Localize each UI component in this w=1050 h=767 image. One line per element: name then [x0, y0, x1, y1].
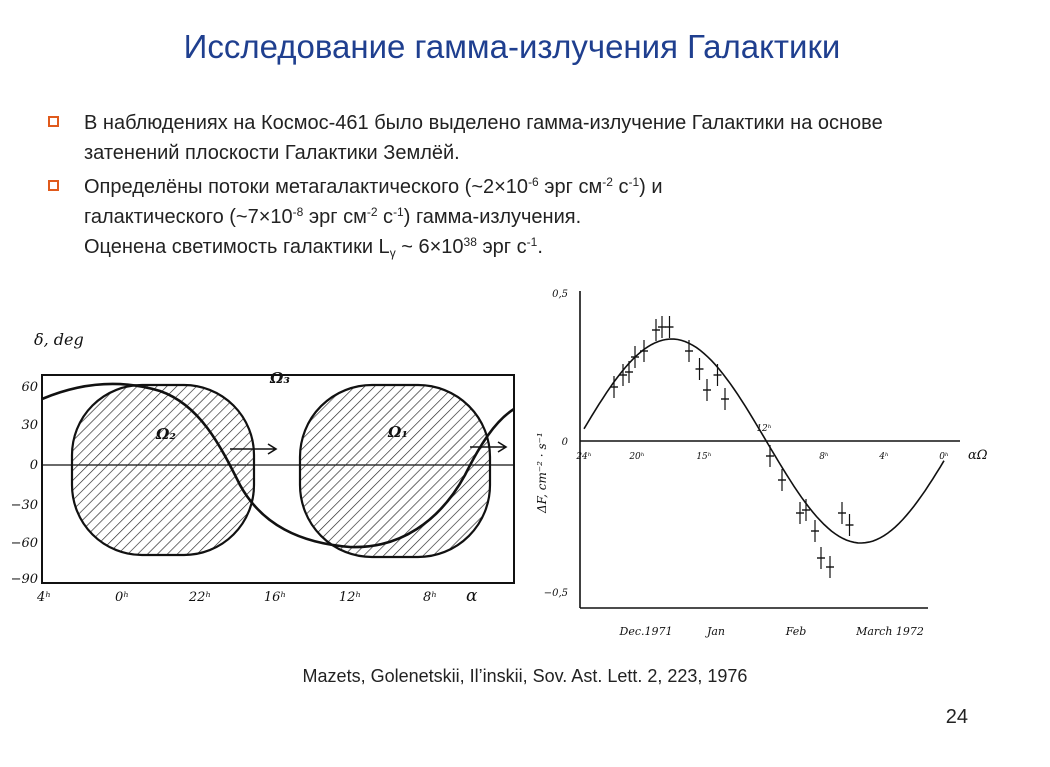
sky-map-ytick: −90	[10, 572, 38, 587]
region-label-omega3: Ω₃	[270, 369, 290, 387]
flux-chart-figure	[528, 283, 988, 640]
region-label-omega2: Ω₂	[156, 425, 176, 443]
bullet-line-flux-metagalactic: Определёны потоки метагалактического ($\sim 2\times 10^{-6}$ эрг $см^{-2}$ $с^{-1}$) и	[84, 175, 663, 198]
flux-chart-ytick: −0,5	[543, 588, 568, 599]
sky-map-xlabel: α	[466, 586, 478, 606]
flux-chart-xtick: 12ʰ	[756, 424, 772, 434]
slide-title: Исследование гамма-излучения Галактики	[183, 28, 841, 65]
data-point	[811, 520, 819, 542]
sky-map-xtick: 16ʰ	[263, 590, 287, 605]
flux-chart-month-label: March 1972	[856, 625, 924, 638]
bullet-square-icon	[48, 180, 59, 191]
sky-map-xtick: 0ʰ	[115, 590, 129, 605]
sky-map-ytick: −60	[10, 536, 38, 551]
data-point	[721, 388, 729, 410]
flux-chart-xtick: 15ʰ	[696, 452, 712, 462]
bullet-line-flux-galactic: галактического ($\sim 7\times 10^{-8}$ эрг $см^{-2}$ $с^{-1}$) гамма-излучения.	[84, 205, 582, 228]
flux-chart-ytick: 0	[561, 437, 568, 448]
sky-map-ytick: 0	[29, 458, 38, 473]
data-point	[640, 340, 648, 362]
flux-chart-xtick: 24ʰ	[576, 452, 592, 462]
bullet-text: В наблюдениях на Космос-461 было выделено гамма-излучение Галактики на основе затенений плоскости Галактики Землёй.	[84, 112, 883, 164]
data-point	[838, 502, 846, 524]
flux-chart-xtick: 4ʰ	[879, 452, 889, 462]
citation-reference: Mazets, Golenetskii, Il’inskii, Sov. Ast. Lett. 2, 223, 1976	[302, 666, 748, 686]
bullet-list	[48, 108, 978, 266]
flux-chart-month-label: Feb	[785, 625, 807, 638]
data-point	[696, 358, 704, 380]
sky-map-ytick: 30	[21, 418, 38, 433]
data-point	[766, 445, 774, 467]
data-point	[631, 346, 639, 368]
flux-chart-ylabel: ΔF, cm⁻² · s⁻¹	[535, 432, 549, 513]
data-point	[703, 379, 711, 401]
flux-chart-xtick: 20ʰ	[629, 452, 645, 462]
flux-chart-xlabel: αΩ	[968, 448, 988, 463]
flux-chart-xtick: 8ʰ	[819, 452, 829, 462]
data-point	[796, 502, 804, 524]
region-label-omega1: Ω₁	[388, 423, 408, 441]
bullet-line-luminosity: Оценена светимость галактики $L_\gamma$ ~ $6\times 10^{38}$ эрг $с^{-1}$.	[84, 235, 543, 260]
sky-map-figure	[0, 325, 520, 625]
data-point	[666, 316, 674, 338]
page-number: 24	[945, 706, 968, 728]
flux-chart-month-label: Jan	[706, 625, 726, 638]
sky-map-xtick: 4ʰ	[37, 590, 51, 605]
flux-chart-ytick: 0,5	[552, 289, 568, 300]
sky-map-xtick: 8ʰ	[423, 590, 437, 605]
occultation-region-omega1	[300, 385, 490, 557]
bullet-square-icon	[48, 116, 59, 127]
sky-map-xtick: 22ʰ	[188, 590, 212, 605]
data-point	[817, 547, 825, 569]
flux-chart-month-label: Dec.1971	[619, 625, 673, 638]
data-point	[802, 499, 810, 521]
data-point	[846, 514, 854, 536]
sky-map-ytick: −30	[10, 498, 38, 513]
sky-map-ytick: 60	[21, 380, 38, 395]
bullet-item-2	[48, 172, 978, 262]
sky-map-ylabel: δ, deg	[34, 330, 84, 349]
occultation-region-omega2	[72, 385, 254, 555]
bullet-item-1	[48, 108, 978, 168]
data-point	[685, 340, 693, 362]
data-point	[714, 364, 722, 386]
sky-map-xtick: 12ʰ	[338, 590, 362, 605]
data-point	[652, 319, 660, 341]
data-point	[826, 556, 834, 578]
data-point	[658, 316, 666, 338]
flux-chart-xtick: 0ʰ	[939, 452, 949, 462]
data-point	[625, 361, 633, 383]
